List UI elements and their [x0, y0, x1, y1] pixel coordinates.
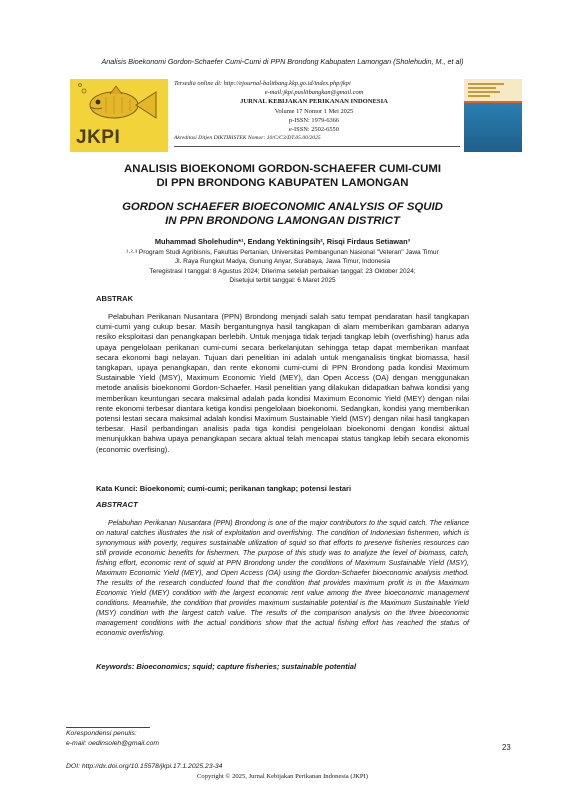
journal-accreditation: Akreditasi Ditjen DIKTIRISTEK Nomor: 10/C/C3/DT.05.00/2025 [174, 135, 321, 142]
journal-title: JURNAL KEBIJAKAN PERIKANAN INDONESIA [240, 98, 388, 106]
journal-pissn: p-ISSN: 1979-6366 [288, 116, 340, 124]
page-number: 23 [502, 743, 511, 752]
footnote-email[interactable]: e-mail: oedinsoleh@gmail.com [66, 740, 160, 747]
copyright: Copyright © 2025, Jurnal Kebijakan Perikanan Indonesia (JKPI) [197, 773, 368, 780]
title-en-line-1: GORDON SCHAEFER BIOECONOMIC ANALYSIS OF SQUID [122, 201, 443, 213]
title-en-line-2: IN PPN BRONDONG LAMONGAN DISTRICT [165, 215, 400, 227]
journal-volume: Volume 17 Nomor 1 Mei 2025 [274, 107, 354, 115]
journal-cover-thumbnail [464, 79, 522, 152]
abstract-keywords: Keywords: Bioeconomics; squid; capture fisheries; sustainable potential [96, 662, 357, 671]
journal-masthead [70, 79, 522, 152]
journal-email[interactable]: e-mail:jkpi.puslitbangkan@gmail.com [264, 89, 364, 97]
doi-link[interactable]: DOI: http://dx.doi.org/10.15578/jkpi.17.1.2025.23-34 [66, 763, 223, 770]
journal-logo [70, 79, 168, 152]
affiliation [0, 248, 565, 286]
abstrak-heading: ABSTRAK [96, 294, 134, 303]
masthead-divider [174, 146, 460, 147]
abstract-text: Pelabuhan Perikanan Nusantara (PPN) Brondong is one of the major contributors to the squid catch. The reliance on natural catches illustrates the risk of exploitation and overfishing. The condition of Indonesian fishermen, which is synonymous with poverty, requires sustainable utilization of squid so that efforts to preserve fisheries resources can still provide economic benefits for fishermen. The purpose of this study was to analyze the level of biomass, catch, fishing effort, economic rent of squid at PPN Brondong under the conditions of Maximum Sustainable Yield (MSY), Maximum Economic Yield (MEY), and Open Access (OA) using the Gordon-Schaefer bioeconomic analysis method. The results of the research conducted found that the condition that provides maximum profit is in the Maximum Economic Yield (MEY) condition with the largest economic rent value among the three bioeconomic management conditions. Meanwhile, the condition that provides maximum sustainable potential is the Maximum Sustainable Yield (MSY) condition with the largest catch value. The results of the comparison analysis on the three bioeconomic management conditions with the actual conditions show that the actual fishing effort has reached the status of economic overfishing. [96, 519, 469, 637]
title-id-line-1: ANALISIS BIOEKONOMI GORDON-SCHAEFER CUMI-CUMI [123, 163, 442, 175]
article-title-indonesian [0, 162, 565, 190]
running-header: Analisis Bioekonomi Gordon-Schaefer Cumi-Cumi di PPN Brondong Kabupaten Lamongan (Sholehudin, M., et al) [101, 57, 464, 66]
abstrak-keywords: Kata Kunci: Bioekonomi; cumi-cumi; perikanan tangkap; potensi lestari [96, 484, 352, 493]
logo-text: JKPI [76, 127, 121, 148]
title-id-line-2: DI PPN BRONDONG KABUPATEN LAMONGAN [156, 177, 409, 189]
abstrak-text: Pelabuhan Perikanan Nusantara (PPN) Brondong menjadi salah satu tempat pendaratan hasil tangkapan cumi-cumi yang cukup besar. Masih bergantungnya hasil tangkapan di alam memberikan gambaran adanya resiko eksploitasi dan penangkapan berlebih. Untuk menjaga tidak terjadi tangkap lebih (overfishing) harus ada upaya pengelolaan perikanan cumi-cumi secara berkelanjutan sehingga tetap dapat memberikan manfaat secara ekonomi bagi nelayan. Tujuan dari penelitian ini adalah untuk menganalisis tingkat biomassa, hasil tangkapan, upaya penangkapan, dan rente ekonomi cumi-cumi di PPN Brondong pada kondisi Maximum Sustainable Yield (MSY), Maximum Economic Yield (MEY), dan Open Access (OA) dengan menggunakan metode analisis bioekonomi Gordon-Schaefer. Hasil penelitian yang dilakukan didapatkan bahwa kondisi yang memberikan keuntungan secara maksimal adalah pada kondisi Maximum Economic Yield (MEY) dengan nilai rente ekonomi terbesar diantara ketiga kondisi pengelolaan bioekonomi. Sedangkan, kondisi yang memberikan potensi lestari secara maksimal adalah kondisi Maximum Sustainable Yield (MSY) dengan nilai hasil tangkapan terbesar. Hasil perbandingan analisis pada tiga kondisi pengelolaan bioekonomi dengan kondisi aktual menunjukkan bahwa upaya penangkapan secara aktual telah mencapai status tangkap lebih secara ekonomis (economic overfising). [96, 312, 469, 454]
abstract-heading: ABSTRACT [96, 500, 138, 509]
footnote-label: Korespondensi penulis: [66, 730, 137, 737]
authors: Muhammad Sholehudin*¹, Endang Yektiningsih², Risqi Firdaus Setiawan³ [154, 237, 411, 246]
journal-url[interactable]: Tersedia online di: http://ejournal-balitbang.kkp.go.id/index.php/jkpi [174, 80, 351, 87]
affiliation-line: Disetujui terbit tanggal: 6 Maret 2025 [229, 277, 336, 285]
affiliation-line: Teregistrasi I tanggal: 8 Agustus 2024; Diterima setelah perbaikan tanggal: 23 Oktober 2024; [149, 267, 416, 275]
affiliation-line: Jl. Raya Rungkut Madya, Gunung Anyar, Surabaya, Jawa Timur, Indonesia [174, 258, 391, 266]
journal-eissn: e-ISSN: 2502-6550 [289, 126, 339, 134]
article-title-english [0, 200, 565, 228]
journal-info [174, 79, 454, 143]
affiliation-line: ¹·²·³ Program Studi Agribisnis, Fakultas Pertanian, Universitas Pembangunan Nasional "Veteran" Jawa Timur [126, 249, 439, 256]
footnote-divider [66, 727, 150, 728]
